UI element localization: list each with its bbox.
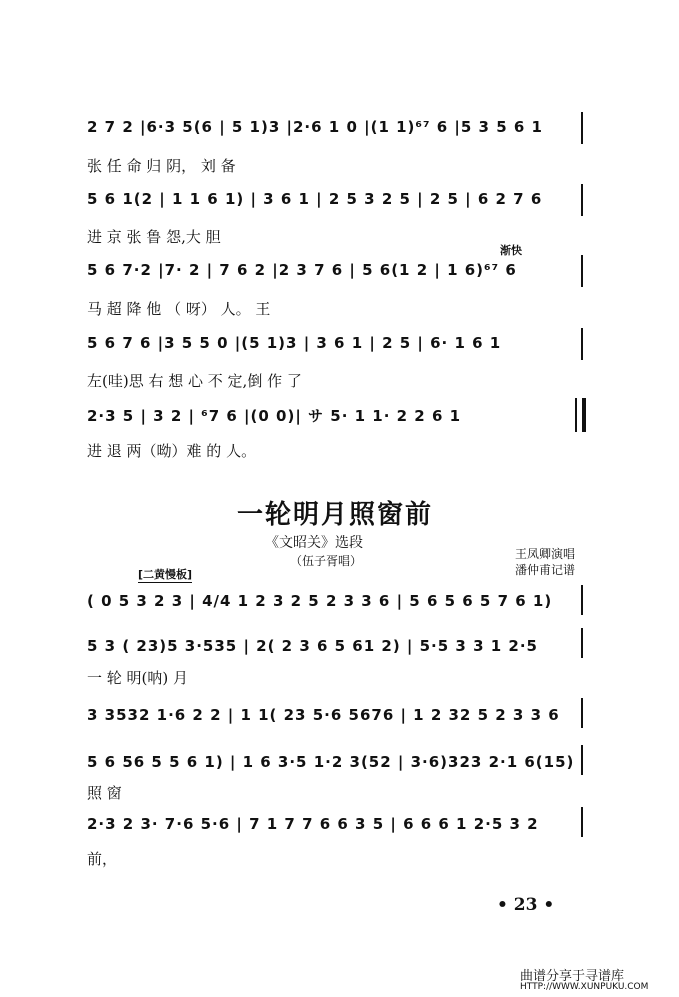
watermark-line1: 曲谱分享于寻谱库	[520, 969, 625, 984]
song-row-4-notes: 5 6 56 5 5 6 1) | 1 6 3·5 1·2 3(52 | 3·6)323 2·1 6(15)	[87, 753, 575, 771]
score-row-1-notes: 2 7 2 |6·3 5(6 | 5 1)3 |2·6 1 0 |(1 1)⁶⁷ 6 |5 3 5 6 1	[87, 118, 543, 136]
score-row-2-notes: 5 6 1(2 | 1 1 6 1) | 3 6 1 | 2 5 3 2 5 | 2 5 | 6 2 7 6	[87, 190, 543, 208]
song-row-3-notes: 3 3532 1·6 2 2 | 1 1( 23 5·6 5676 | 1 2 32 5 2 3 3 6	[87, 706, 560, 724]
score-row-5-notes: 2·3 5 | 3 2 | ⁶7 6 |(0 0)| サ 5· 1 1· 2 2 6 1	[87, 407, 462, 425]
end-barline	[581, 184, 583, 216]
singer-credit: 王凤卿演唱	[515, 547, 576, 561]
end-barline	[581, 112, 583, 144]
score-row-3-notes: 5 6 7·2 |7· 2 | 7 6 2 |2 3 7 6 | 5 6(1 2 | 1 6)⁶⁷ 6	[87, 261, 517, 279]
lyric-row-4: 左(哇)思 右 想 心 不 定,倒 作 了	[87, 372, 302, 390]
watermark-line2: HTTP://WWW.XUNPUKU.COM	[520, 982, 649, 992]
song-role: （伍子胥唱）	[290, 554, 363, 568]
tempo-mark: 渐快	[500, 244, 522, 257]
page-number: • 23 •	[497, 895, 555, 915]
song-row-5-notes: 2·3 2 3· 7·6 5·6 | 7 1 7 7 6 6 3 5 | 6 6 6 1 2·5 3 2	[87, 815, 539, 833]
transcriber-credit: 潘仲甫记谱	[515, 563, 576, 577]
end-barline	[581, 585, 583, 615]
final-double-barline	[575, 398, 586, 432]
song-title: 一轮明月照窗前	[237, 500, 434, 530]
score-row-4-notes: 5 6 7 6 |3 5 5 0 |(5 1)3 | 3 6 1 | 2 5 | 6· 1 6 1	[87, 334, 502, 352]
song-row-2-notes: 5 3 ( 23)5 3·535 | 2( 2 3 6 5 61 2) | 5·5 3 3 1 2·5	[87, 637, 538, 655]
lyric-row-3: 马 超 降 他 （ 呀） 人。 王	[87, 300, 271, 318]
end-barline	[581, 807, 583, 837]
tempo-tag: [二黄慢板]	[138, 568, 193, 581]
lyric-row-1: 张 任 命 归 阴， 刘 备	[87, 157, 236, 175]
song-lyric-row-5: 前，	[87, 850, 118, 868]
end-barline	[581, 255, 583, 287]
song-lyric-row-4: 照 窗	[87, 784, 122, 802]
song-subtitle: 《文昭关》选段	[265, 535, 363, 551]
lyric-row-5: 进 退 两（呦）难 的 人。	[87, 442, 257, 460]
end-barline	[581, 328, 583, 360]
end-barline	[581, 628, 583, 658]
song-row-1-notes: ( 0 5 3 2 3 | 4/4 1 2 3 2 5 2 3 3 6 | 5 6 5 6 5 7 6 1)	[87, 592, 553, 610]
lyric-row-2: 进 京 张 鲁 怨,大 胆	[87, 228, 221, 246]
end-barline	[581, 698, 583, 728]
song-lyric-row-2: 一 轮 明(呐) 月	[87, 669, 189, 687]
end-barline	[581, 745, 583, 775]
